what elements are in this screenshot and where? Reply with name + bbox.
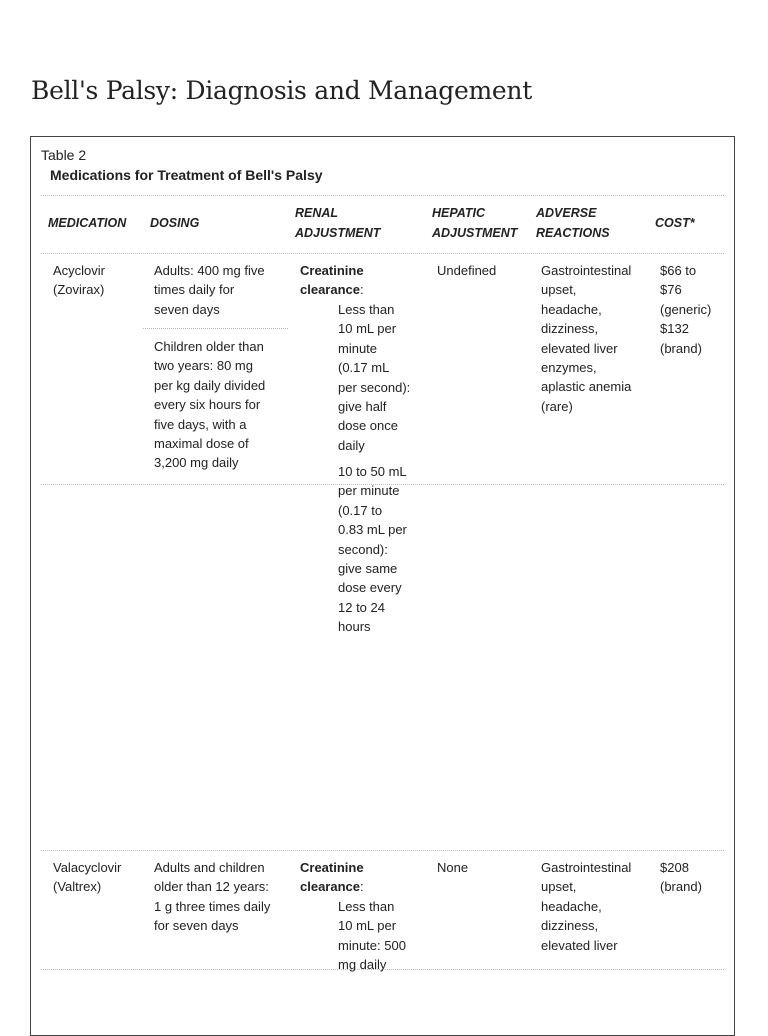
row1-renal-mid: 10 to 50 mL per minute (0.17 to 0.83 mL per second): give same dose every 12 to 24 hours: [338, 464, 407, 635]
table-number: Table 2: [41, 147, 87, 163]
row2-renal-colon: :: [360, 879, 364, 895]
row1-renal-colon: :: [360, 282, 364, 298]
row2-dosing: Adults and children older than 12 years: 1 g three times daily for seven days: [154, 860, 271, 934]
row2-adverse: Gastrointestinal upset, headache, dizziness, elevated liver: [541, 860, 632, 953]
row2-medication: Valacyclovir (Valtrex): [53, 860, 122, 895]
row1-adverse: Gastrointestinal upset, headache, dizziness, elevated liver enzymes, aplastic anemia (rare): [541, 263, 632, 414]
medications-table: [30, 136, 735, 1036]
row1-dosing-adults: Adults: 400 mg five times daily for seven days: [154, 263, 265, 317]
row1-cost: $66 to $76 (generic) $132 (brand): [660, 263, 712, 356]
page-title: Bell's Palsy: Diagnosis and Management: [31, 76, 532, 105]
header-cost: COST*: [655, 216, 695, 230]
header-medication: MEDICATION: [48, 216, 127, 230]
header-renal-adjustment: RENAL ADJUSTMENT: [295, 206, 381, 240]
row1-dosing-divider: [143, 328, 288, 329]
row1-medication: Acyclovir (Zovirax): [53, 263, 106, 298]
row2-bottom-divider: [41, 969, 724, 970]
row2-renal-label-wrap: [300, 858, 364, 897]
header-top-divider: [41, 195, 724, 196]
row2-renal-low: Less than 10 mL per minute: 500 mg daily: [338, 899, 406, 973]
row1-midline-divider: [41, 484, 724, 485]
row1-renal-label-wrap: [300, 261, 364, 300]
row1-bottom-divider: [41, 850, 724, 851]
row2-renal-label: Creatinine clearance: [300, 860, 364, 895]
row1-dosing-children: Children older than two years: 80 mg per kg daily divided every six hours for five days, with a maximal dose of 3,200 mg daily: [154, 339, 266, 471]
header-bottom-divider: [41, 253, 724, 254]
header-dosing: DOSING: [150, 216, 200, 230]
row1-hepatic: Undefined: [437, 263, 497, 278]
row2-hepatic: None: [437, 860, 469, 875]
header-adverse-reactions: ADVERSE REACTIONS: [536, 206, 610, 240]
row1-renal-label: Creatinine clearance: [300, 263, 364, 298]
row1-renal-low: Less than 10 mL per minute (0.17 mL per second): give half dose once daily: [338, 302, 411, 453]
header-hepatic-adjustment: HEPATIC ADJUSTMENT: [432, 206, 518, 240]
row2-cost: $208 (brand): [660, 860, 702, 895]
table-caption: Medications for Treatment of Bell's Palsy: [50, 167, 323, 183]
